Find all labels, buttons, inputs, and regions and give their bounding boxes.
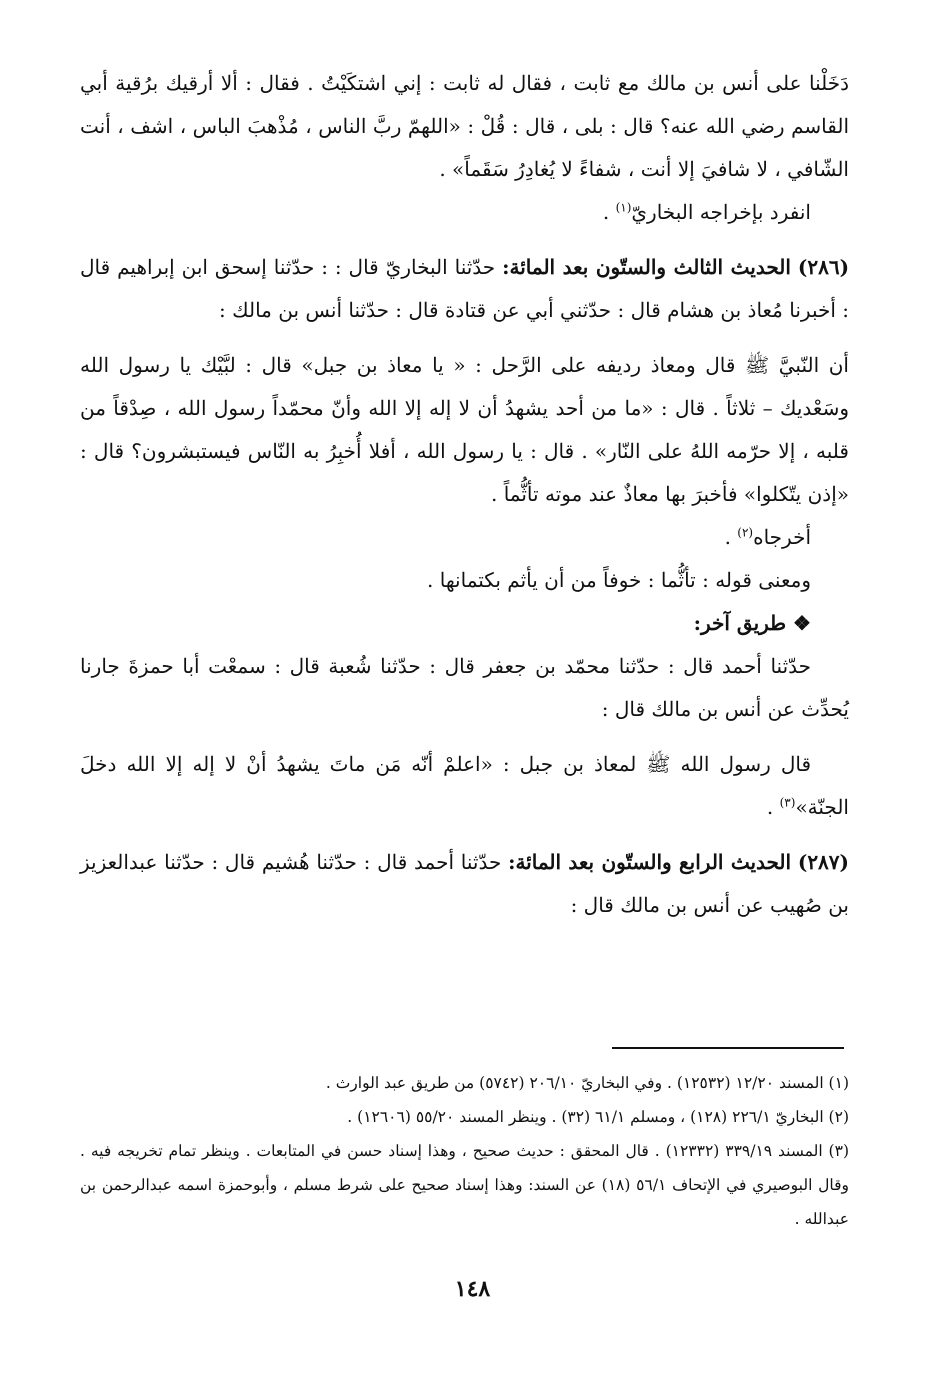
hadith-286 [80, 246, 849, 332]
paragraph-1: دَخَلْنا على أنس بن مالك مع ثابت ، فقال له ثابت : إني اشتكَيْتُ . فقال : ألا أرقيك برُقية أبي القاسم رضي الله عنه؟ قال : بلى ، قال : قُلْ : «اللهمّ ربَّ الناس ، مُذْهبَ الباس ، اشف ، أنت الشّافي ، لا شافيَ إلا أنت ، شفاءً لا يُغادِرُ سَقَماً» . [80, 71, 850, 181]
paragraph-8: حدّثنا أحمد قال : حدّثنا محمّد بن جعفر قال : حدّثنا شُعبة قال : سمعْت أبا حمزةَ جارنا يُحدِّث عن أنس بن مالك قال : [80, 654, 849, 721]
footnote-divider [612, 1047, 844, 1049]
footnote-3: (٣) المسند ٣٣٩/١٩ (١٢٣٣٢) . قال المحقق : حديث صحيح ، وهذا إسناد حسن في المتابعات . وينظر تمام تخريجه فيه . وقال البوصيري في الإتحاف ٥٦/١ (١٨) عن السند: وهذا إسناد صحيح على شرط مسلم ، وأبوحمزة اسمه عبدالرحمن بن عبدالله . [80, 1142, 849, 1228]
hadith-286-title: الحديث الثالث والستّون بعد المائة: [502, 255, 791, 279]
paragraph-6: ومعنى قوله : تأثُّما : خوفاً من أن يأثم بكتمانها . [427, 568, 811, 592]
paragraph-4: أن النّبيَّ ﷺ قال ومعاذ رديفه على الرَّحل : « يا معاذ بن جبل» قال : لبَّيْك يا رسول الله وسَعْديك – ثلاثاً . قال : «ما من أحد يشهدُ أن لا إله إلا الله وأنّ محمّداً رسول الله ، صِدْقاً من قلبه ، إلا حرّمه اللهُ على النّار» . قال : يا رسول الله ، أفلا أُخبِرُ به النّاس فيستبشرون؟ قال : «إذن يتّكلوا» فأخبرَ بها معاذٌ عند موته تأثُّماً . [80, 353, 849, 506]
paragraph-2-end: . [602, 200, 616, 224]
paragraph-5-end: . [724, 525, 738, 549]
footnote-ref-3[interactable]: (٣) [779, 795, 796, 810]
main-text [80, 62, 849, 927]
paragraph-9 [80, 743, 849, 829]
hadith-287-chain: حدّثنا أحمد قال : حدّثنا هُشيم قال : حدّثنا عبدالعزيز بن صُهيب عن أنس بن مالك قال : [80, 850, 849, 917]
paragraph-5 [80, 516, 849, 559]
footnote-2: (٢) البخاريّ ٢٢٦/١ (١٢٨) ، ومسلم ٦١/١ (٣٢) . وينظر المسند ٥٥/٢٠ (١٢٦٠٦) . [347, 1108, 849, 1126]
paragraph-5-text: أخرجاه [753, 525, 811, 549]
page-number: ١٤٨ [454, 1276, 491, 1302]
paragraph-9-text: قال رسول الله ﷺ لمعاذ بن جبل : «اعلمْ أنّه مَن ماتَ يشهدُ أنْ لا إله إلا الله دخلَ الجنّة» [80, 752, 849, 819]
hadith-287-title: الحديث الرابع والستّون بعد المائة: [508, 850, 792, 874]
footnote-ref-1[interactable]: (١) [615, 200, 632, 215]
hadith-286-chain: حدّثنا البخاريّ قال : : حدّثنا إسحق ابن إبراهيم قال : أخبرنا مُعاذ بن هشام قال : حدّثني أبي عن قتادة قال : حدّثنا أنس بن مالك : [80, 255, 849, 322]
paragraph-2 [80, 191, 849, 234]
footnote-1: (١) المسند ١٢/٢٠ (١٢٥٣٢) . وفي البخاريّ ٢٠٦/١٠ (٥٧٤٢) من طريق عبد الوارث . [325, 1074, 849, 1092]
hadith-286-number: (٢٨٦) [797, 255, 850, 279]
hadith-287 [80, 841, 849, 927]
paragraph-9-end: . [766, 795, 780, 819]
hadith-287-number: (٢٨٧) [797, 850, 850, 874]
footnote-ref-2[interactable]: (٢) [737, 525, 754, 540]
footnotes [80, 1066, 849, 1236]
subheading-another-route: ❖ طريق آخر: [693, 611, 811, 635]
paragraph-2-text: انفرد بإخراجه البخاريّ [631, 200, 811, 224]
